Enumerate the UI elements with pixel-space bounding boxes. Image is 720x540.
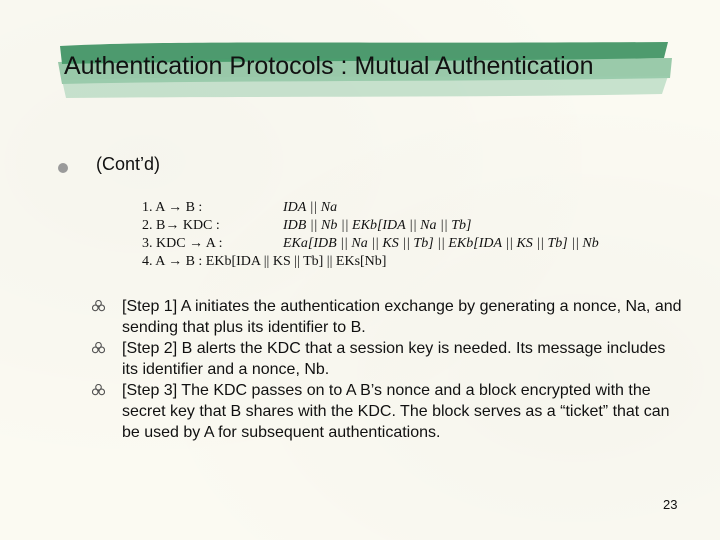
description-item [122, 380, 682, 443]
circle-bullet-icon [58, 163, 68, 173]
step-message: IDA || Na [283, 200, 338, 215]
step-sender: 2. B→ KDC : [142, 218, 220, 233]
flower-bullet-icon [92, 384, 105, 397]
page-number: 23 [663, 497, 678, 512]
slide-title: Authentication Protocols : Mutual Authentication [64, 52, 594, 80]
description-text: [Step 2] B alerts the KDC that a session key is needed. Its message includes its identifier and a nonce, Nb. [122, 340, 666, 378]
step-descriptions [122, 296, 682, 443]
description-item [122, 296, 682, 338]
step-message: EKa[IDB || Na || KS || Tb] || EKb[IDA || KS || Tb] || Nb [283, 236, 599, 251]
description-text: [Step 3] The KDC passes on to A B’s nonce and a block encrypted with the secret key that B shares with the KDC. The block serves as a “ticket” that can be used by A for subsequent authentications. [122, 382, 670, 441]
step-sender: 4. A → B : EKb[IDA || KS || Tb] || EKs[Nb] [142, 254, 387, 269]
description-text: [Step 1] A initiates the authentication exchange by generating a nonce, Na, and sending that plus its identifier to B. [122, 298, 682, 336]
step-sender: 1. A → B : [142, 200, 203, 215]
flower-bullet-icon [92, 300, 105, 313]
step-sender: 3. KDC → A : [142, 236, 223, 251]
bullet-text: (Cont’d) [96, 154, 161, 174]
description-item [122, 338, 682, 380]
step-message: IDB || Nb || EKb[IDA || Na || Tb] [283, 218, 472, 233]
flower-bullet-icon [92, 342, 105, 355]
